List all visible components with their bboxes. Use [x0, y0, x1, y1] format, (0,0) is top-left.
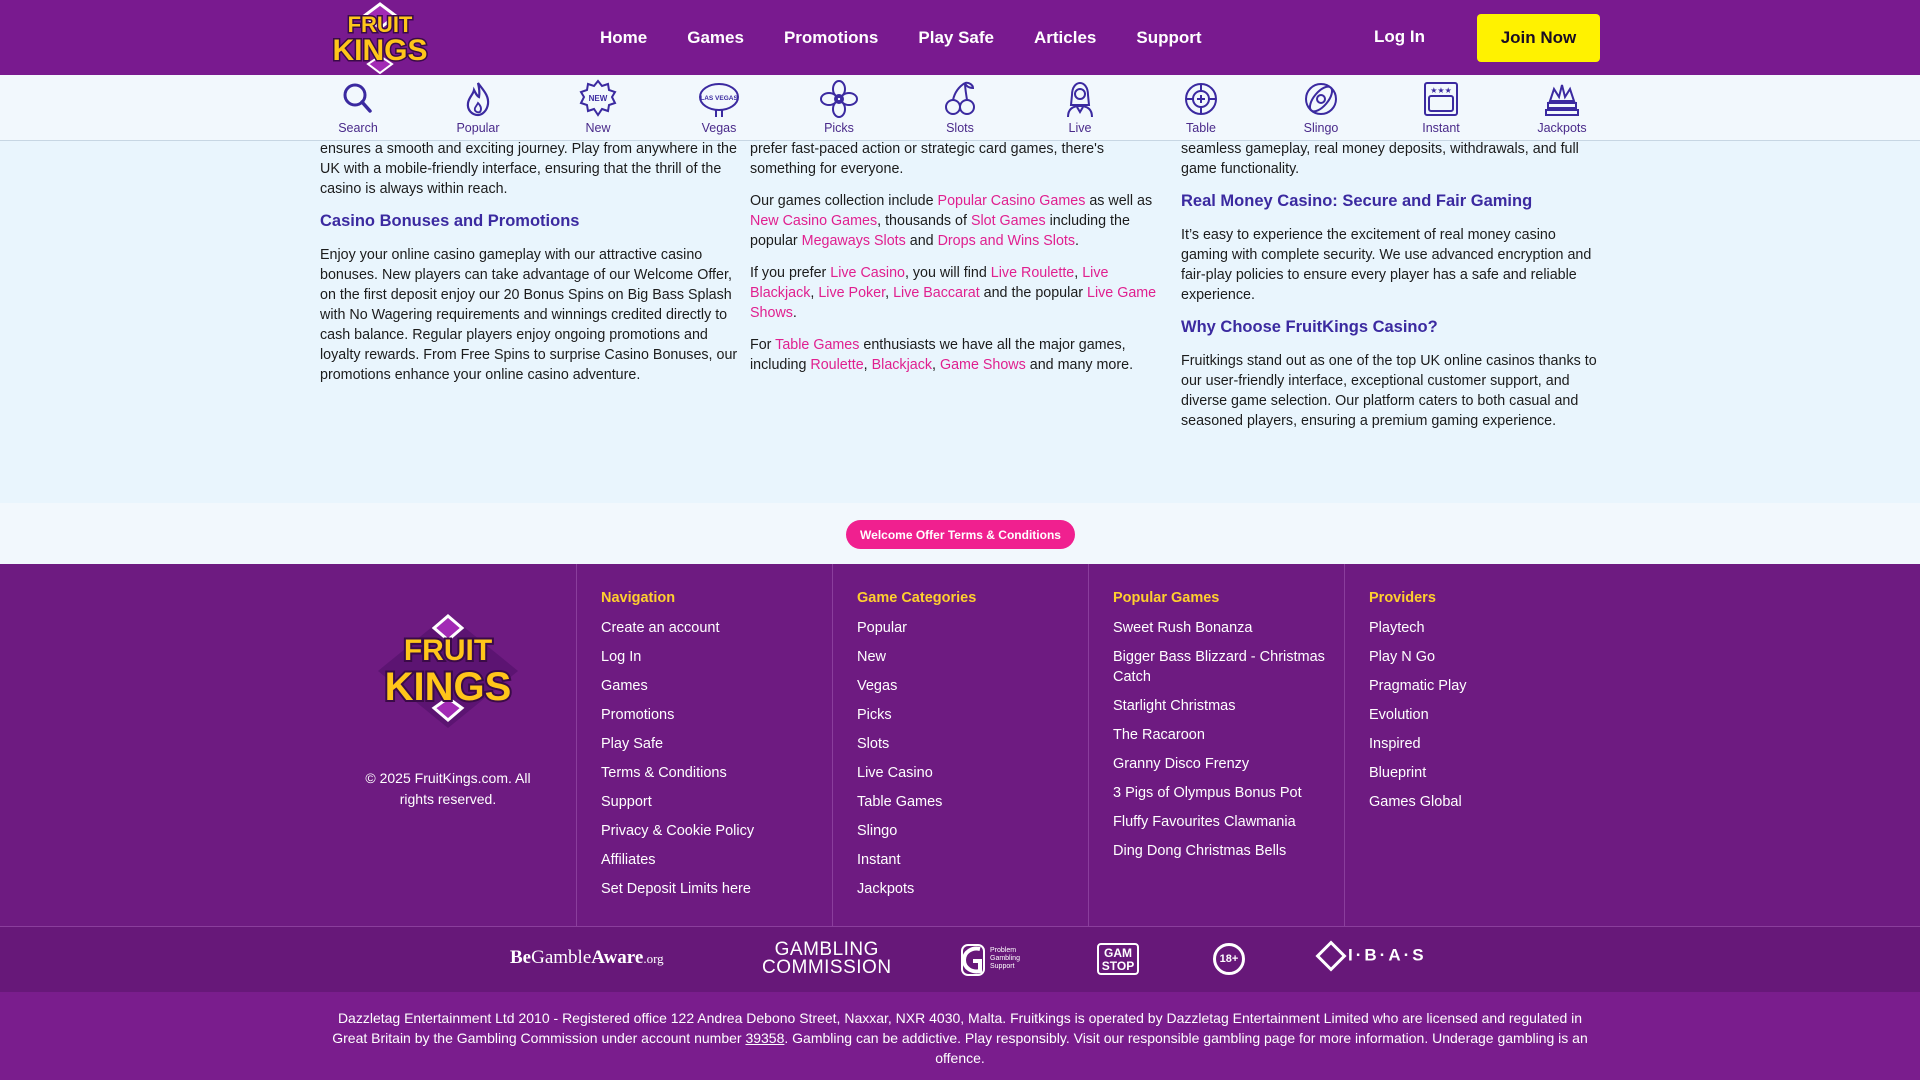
footer-link-list: [601, 618, 832, 899]
footer-link[interactable]: Slots: [857, 736, 890, 752]
legal-text-part: . Gambling can be addictive. Play responsibly. Visit our responsible gambling page for more information. Underage gambling is an offence.: [784, 1030, 1588, 1066]
footer-link[interactable]: Table Games: [857, 794, 943, 810]
category-live[interactable]: [1035, 79, 1125, 135]
footer-link[interactable]: New: [857, 649, 887, 665]
link-blackjack[interactable]: Blackjack: [871, 357, 933, 373]
footer-link[interactable]: Instant: [857, 852, 901, 868]
footer-link[interactable]: Games: [601, 678, 648, 694]
category-label: Instant: [1422, 121, 1460, 135]
footer-link[interactable]: Evolution: [1369, 707, 1429, 723]
link-live-casino[interactable]: Live Casino: [830, 265, 905, 281]
scratch-card-icon: [1421, 79, 1461, 119]
paragraph: prefer fast-paced action or strategic card games, there's something for everyone.: [750, 141, 1104, 177]
category-label: Live: [1068, 121, 1092, 135]
footer-link[interactable]: Popular: [857, 620, 907, 636]
footer-link[interactable]: Jackpots: [857, 881, 915, 897]
new-badge-icon: [578, 79, 618, 119]
footer-link[interactable]: Pragmatic Play: [1369, 678, 1467, 694]
footer-column-title: Providers: [1369, 590, 1436, 606]
content-column-2: [750, 141, 1170, 387]
link-roulette[interactable]: Roulette: [810, 357, 864, 373]
text: .: [792, 305, 797, 321]
site-footer: [0, 564, 1920, 1080]
link-slot-games[interactable]: Slot Games: [970, 213, 1046, 229]
text: ,: [810, 285, 819, 301]
paragraph-table-games: [750, 335, 1170, 375]
copyright-text: © 2025 FruitKings.com. All rights reserved.: [365, 770, 531, 807]
paragraph: It’s easy to experience the excitement of real money casino gaming with complete security. We use advanced encryption and fair-play policies to ensure every player has a safe and reliable experience.: [1181, 227, 1592, 303]
footer-link[interactable]: Bigger Bass Blizzard - Christmas Catch: [1113, 649, 1325, 685]
license-number-link[interactable]: 39358: [745, 1030, 785, 1046]
category-bar: [0, 75, 1920, 141]
terms-band: [0, 503, 1920, 564]
text: If you prefer: [750, 265, 831, 281]
welcome-offer-terms-button[interactable]: Welcome Offer Terms & Conditions: [846, 520, 1075, 549]
text: Our games collection include: [750, 193, 938, 209]
age-18-plus-icon: 18+: [1213, 943, 1245, 975]
category-label: Slots: [946, 121, 974, 135]
content-column-1: [320, 141, 740, 397]
footer-link[interactable]: 3 Pigs of Olympus Bonus Pot: [1113, 785, 1302, 801]
footer-column-providers: [1344, 564, 1600, 926]
text: .: [1075, 233, 1080, 249]
logo-text-top: FRUIT: [347, 12, 413, 37]
link-table-games[interactable]: Table Games: [775, 337, 860, 353]
footer-link[interactable]: Play Safe: [601, 736, 664, 752]
footer-link[interactable]: Support: [601, 794, 652, 810]
link-new-casino-games[interactable]: New Casino Games: [750, 213, 878, 229]
footer-link[interactable]: Starlight Christmas: [1113, 698, 1236, 714]
nav-home[interactable]: Home: [600, 27, 648, 47]
footer-column-title: Navigation: [601, 590, 676, 606]
text: ,: [885, 285, 894, 301]
cherries-icon: [940, 79, 980, 119]
footer-link[interactable]: Terms & Conditions: [601, 765, 727, 781]
link-live-baccarat[interactable]: Live Baccarat: [893, 285, 980, 301]
join-now-button[interactable]: Join Now: [1477, 14, 1600, 62]
login-link[interactable]: Log In: [1374, 27, 1425, 46]
footer-link[interactable]: Set Deposit Limits here: [601, 881, 751, 897]
content-column-3: [1181, 141, 1601, 443]
text: , thousands of: [877, 213, 971, 229]
gambling-commission-logo[interactable]: GAMBLING COMMISSION: [762, 939, 892, 978]
footer-link[interactable]: Sweet Rush Bonanza: [1113, 620, 1253, 636]
footer-link[interactable]: Create an account: [601, 620, 720, 636]
text: ,: [1074, 265, 1083, 281]
footer-link[interactable]: Privacy & Cookie Policy: [601, 823, 755, 839]
fruitkings-logo[interactable]: [318, 2, 442, 74]
category-new[interactable]: [553, 79, 643, 135]
flame-icon: [458, 79, 498, 119]
nav-games[interactable]: Games: [687, 27, 744, 47]
category-jackpots[interactable]: [1517, 79, 1607, 135]
dealer-icon: [1060, 79, 1100, 119]
jackpot-crown-icon: [1542, 79, 1582, 119]
footer-column-popular-games: [1088, 564, 1344, 926]
flower-icon: [819, 79, 859, 119]
nav-promotions[interactable]: Promotions: [783, 27, 879, 47]
category-vegas[interactable]: [674, 79, 764, 135]
paragraph: ensures a smooth and exciting journey. Play from anywhere in the UK with a mobile-friendly interface, ensuring that the thrill of the casino is always within reach.: [320, 141, 737, 197]
ibas-diamond-icon: [1315, 940, 1346, 971]
text: For: [750, 337, 776, 353]
category-label: Search: [338, 121, 378, 135]
search-icon: [338, 79, 378, 119]
footer-link-list: [857, 618, 1088, 899]
footer-link[interactable]: The Racaroon: [1113, 727, 1205, 743]
heading-why-choose: Why Choose FruitKings Casino?: [1181, 318, 1438, 336]
footer-link[interactable]: Granny Disco Frenzy: [1113, 756, 1250, 772]
site-header: [0, 0, 1920, 75]
paragraph: seamless gameplay, real money deposits, withdrawals, and full game functionality.: [1181, 141, 1579, 177]
logo-text-bottom: KINGS: [384, 665, 512, 709]
footer-link[interactable]: Play N Go: [1369, 649, 1436, 665]
category-search[interactable]: [313, 79, 403, 135]
main-nav: [600, 0, 1242, 75]
link-drops-and-wins-slots[interactable]: Drops and Wins Slots: [937, 233, 1076, 249]
logo-text-top: FRUIT: [403, 634, 493, 667]
footer-link[interactable]: Ding Dong Christmas Bells: [1113, 843, 1287, 859]
category-table[interactable]: [1156, 79, 1246, 135]
footer-link[interactable]: Blueprint: [1369, 765, 1427, 781]
link-live-poker[interactable]: Live Poker: [818, 285, 886, 301]
text: ,: [863, 357, 872, 373]
category-label: Popular: [456, 121, 500, 135]
category-label: Vegas: [701, 121, 737, 135]
text: enthusiasts we have all the major games, including: [750, 337, 1126, 373]
category-picks[interactable]: [794, 79, 884, 135]
responsible-gambling-logos: [0, 926, 1920, 992]
footer-link[interactable]: Promotions: [601, 707, 675, 723]
link-live-roulette[interactable]: Live Roulette: [990, 265, 1075, 281]
link-popular-casino-games[interactable]: Popular Casino Games: [937, 193, 1086, 209]
category-label: Jackpots: [1537, 121, 1587, 135]
seo-content: [0, 141, 1920, 503]
footer-link[interactable]: Affiliates: [601, 852, 656, 868]
footer-link[interactable]: Vegas: [857, 678, 898, 694]
link-live-game-shows[interactable]: Live Game Shows: [750, 285, 1157, 321]
text: ,: [932, 357, 940, 373]
footer-link[interactable]: Fluffy Favourites Clawmania: [1113, 814, 1296, 830]
footer-column-navigation: [576, 564, 832, 926]
footer-logo[interactable]: [368, 612, 528, 730]
category-instant[interactable]: [1396, 79, 1486, 135]
legal-text-part: Dazzletag Entertainment Ltd 2010 - Registered office 122 Andrea Debono Street, Naxxar, NXR 4030, Malta. Fruitkings is operated by Dazzletag Entertainment Limited who are licensed and regulated in Great Britain by the Gambling Commission under account number: [332, 1010, 1583, 1046]
svg-text:LAS VEGAS: LAS VEGAS: [700, 95, 738, 102]
category-label: New: [585, 121, 611, 135]
paragraph: Fruitkings stand out as one of the top UK online casinos thanks to our user-friendly interface, exceptional customer support, and diverse game selection. Our platform caters to both casual and seasoned players, ensuring a premium gaming experience.: [1181, 353, 1597, 429]
text: , you will find: [904, 265, 991, 281]
heading-casino-bonuses: Casino Bonuses and Promotions: [320, 212, 580, 230]
las-vegas-sign-icon: [691, 79, 747, 119]
nav-play-safe[interactable]: Play Safe: [918, 27, 994, 47]
link-megaways-slots[interactable]: Megaways Slots: [801, 233, 906, 249]
footer-link-list: [1369, 618, 1600, 812]
category-label: Table: [1186, 121, 1216, 135]
footer-link[interactable]: Log In: [601, 649, 642, 665]
footer-link-list: [1113, 618, 1344, 861]
footer-link[interactable]: Picks: [857, 707, 892, 723]
gamstop-logo[interactable]: GAM STOP: [1097, 943, 1139, 975]
legal-disclaimer: [0, 992, 1920, 1080]
footer-column-game-categories: [832, 564, 1088, 926]
paragraph-games-collection: [750, 191, 1170, 251]
footer-column-title: Popular Games: [1113, 590, 1220, 606]
category-popular[interactable]: [433, 79, 523, 135]
ibas-logo[interactable]: I·B·A·S: [1320, 945, 1427, 967]
footer-link[interactable]: Slingo: [857, 823, 898, 839]
legal-text: [330, 1008, 1590, 1068]
category-slots[interactable]: [915, 79, 1005, 135]
problem-gambling-support-logo[interactable]: Problem Gambling Support: [960, 943, 1022, 982]
nav-support[interactable]: Support: [1136, 27, 1202, 47]
svg-text:★★★: ★★★: [1430, 86, 1452, 95]
footer-column-title: Game Categories: [857, 590, 977, 606]
category-slingo[interactable]: [1276, 79, 1366, 135]
logo-text-bottom: KINGS: [332, 34, 428, 67]
text: as well as: [1085, 193, 1153, 209]
footer-link[interactable]: Games Global: [1369, 794, 1462, 810]
category-label: Slingo: [1303, 121, 1339, 135]
text: and: [905, 233, 938, 249]
begambleaware-logo[interactable]: BeGambleAware.org: [510, 947, 664, 968]
svg-text:NEW: NEW: [588, 94, 608, 103]
link-game-shows[interactable]: Game Shows: [939, 357, 1026, 373]
link-live-blackjack[interactable]: Live Blackjack: [750, 265, 1109, 301]
text: and many more.: [1025, 357, 1134, 373]
footer-link[interactable]: Playtech: [1369, 620, 1425, 636]
heading-real-money-casino: Real Money Casino: Secure and Fair Gaming: [1181, 192, 1533, 210]
footer-link[interactable]: Live Casino: [857, 765, 933, 781]
text: including the popular: [750, 213, 1130, 249]
paragraph: Enjoy your online casino gameplay with our attractive casino bonuses. New players can take advantage of our Welcome Offer, on the first deposit enjoy our 20 Bonus Spins on Big Bass Splash with No Wagering requirements and winnings credited directly to cash balance. Regular players enjoy ongoing promotions and loyalty rewards. From Free Spins to surprise Casino Bonuses, our promotions enhance your online casino adventure.: [320, 247, 738, 383]
nav-articles[interactable]: Articles: [1034, 27, 1097, 47]
category-label: Picks: [824, 121, 854, 135]
text: and the popular: [979, 285, 1087, 301]
slingo-ball-icon: [1301, 79, 1341, 119]
footer-link[interactable]: Inspired: [1369, 736, 1421, 752]
paragraph-live-casino: [750, 263, 1170, 323]
chip-icon: [1181, 79, 1221, 119]
